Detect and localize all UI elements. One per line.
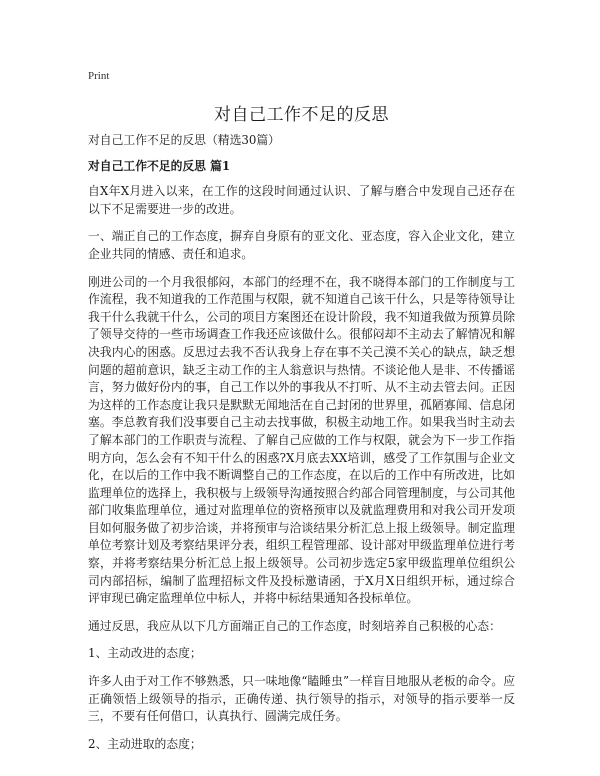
paragraph-reflection: 刚进公司的一个月我很郁闷，本部门的经理不在，我不晓得本部门的工作制度与工作流程，我不知道我的工作范围与权限，就不知道自己该干什么，只是等待领导让我干什么我就干什么，公司的项目方案图还在设计阶段，我不知道我做为预算员除了领导交待的一些市场调查工作我还应该做什么。很郁闷却不主动去了解情况和解决我内心的困惑。反思过去我不否认我身上存在事不关己漠不关心的缺点，缺乏想问题的超前意识，缺乏主动工作的主人翁意识与热情。不谈论他人是非、不传播谣言，努力做好份内的事，自己工作以外的事我从不打听、从不主动去管去问。正因为这样的工作态度让我只是默默无闻地活在自己封闭的世界里，孤陋寡闻、信息闭塞。李总教育我们没事要自己主动去找事做，积极主动地工作。如果我当时主动去了解本部门的工作职责与流程、了解自己应做的工作与权限，就会为下一步工作指明方向，怎么会有不知干什么的困惑?X月底去XX培训，感受了工作氛围与企业文化，在以后的工作中我不断调整自己的工作态度，在以后的工作中有所改进，比如监理单位的选择上，我积极与上级领导沟通按照合约部合同管理制度，与公司其他部门收集监理单位，通过对监理单位的资格预审以及就监理费用和对我公司开发项目如何服务做了初步洽谈，并将预审与洽谈结果分析汇总上报上级领导。制定监理单位考察计划及考察结果评分表，组织工程管理部、设计部对甲级监理单位进行考察，并将考察结果分析汇总上报上级领导。公司初步选定5家甲级监理单位组织公司内部招标，编制了监理招标文件及投标邀请函，于X月X日组织开标，通过综合评审现已确定监理单位中标人，并将中标结果通知各投标单位。 [88,274,515,606]
page-title: 对自己工作不足的反思 [214,105,389,125]
paragraph-point-one: 一、端正自己的工作态度，摒弃自身原有的亚文化、亚态度，容入企业文化，建立企业共同的情感、责任和追求。 [88,229,515,261]
document-subtitle: 对自己工作不足的反思（精选30篇） [88,133,280,147]
paragraph-detail: 许多人由于对工作不够熟悉，只一味地像“瞌睡虫”一样盲目地服从老板的命令。应正确领悟上级领导的指示，正确传递、执行领导的指示，对领导的指示要举一反三，不要有任何借口，认真执行、圆满完成任务。 [88,674,515,724]
section-heading: 对自己工作不足的反思 篇1 [88,158,231,173]
paragraph-intro: 自X年X月进入以来，在工作的这段时间通过认识、了解与磨合中发现自己还存在以下不足需要进一步的改进。 [88,184,515,216]
list-item-heading: 2、主动进取的态度； [88,736,202,751]
list-item-heading: 1、主动改进的态度； [88,646,202,661]
paragraph-conclusion: 通过反思，我应从以下几方面端正自己的工作态度，时刻培养自己积极的心态： [88,618,501,633]
print-link[interactable]: Print [88,70,110,82]
document-body [88,132,515,763]
